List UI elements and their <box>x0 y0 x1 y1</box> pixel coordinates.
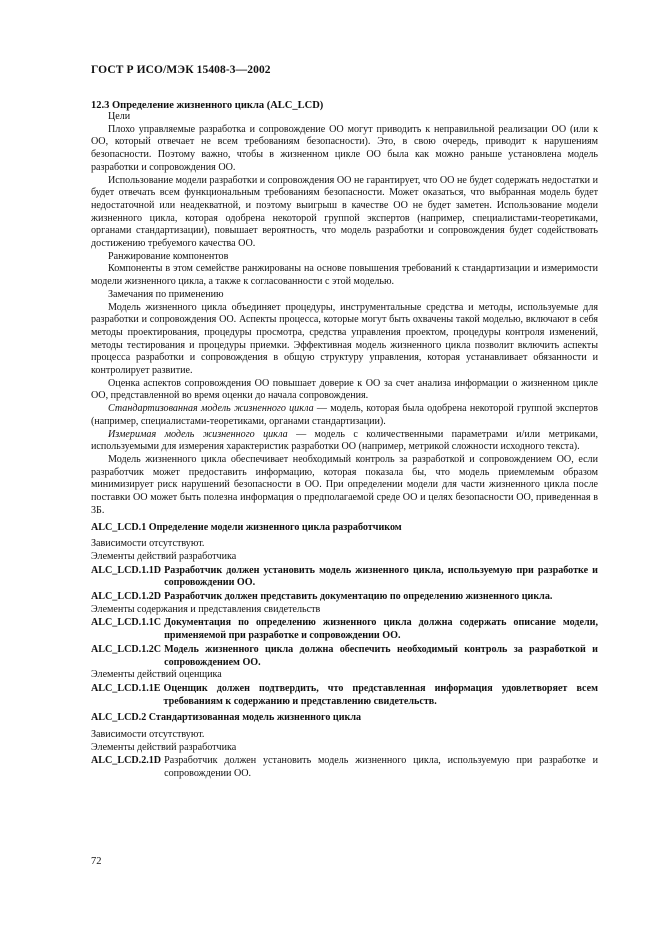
ranking-paragraph: Компоненты в этом семействе ранжированы на основе повышения требований к стандартизации и измеримости модели жизненного цикла, а также к согласованности с этой моделью. <box>91 263 598 288</box>
goals-paragraph-1: Плохо управляемые разработка и сопровождение ОО могут приводить к неправильной реализации ОО (или к ОО, который отвечает не всем требованиям безопасности). Это, в свою очередь, приводит к нарушениям безопасности. Поэтому важно, чтобы в жизненном цикле ОО была как можно раньше установлена модель разработки и сопровождения ОО. <box>91 123 598 173</box>
requirement-text: Документация по определению жизненного цикла должна содержать описание модели, применяемой при разработке и сопровождении ОО. <box>164 617 598 642</box>
goals-paragraph-2: Использование модели разработки и сопровождения ОО не гарантирует, что ОО не будет содержать недостатки и будет отвечать всем функциональным требованиям безопасности. Может оказаться, что выбранная модель будет недостаточной или неадекватной, и поэтому выигрыш в качестве ОО не будет заметен. Использование модели жизненного цикла, которая одобрена некоторой группой экспертов (например, специалистами-теоретиками, органами стандартизации), повышает вероятность, что модель разработки и сопровождения будет содействовать достижению требуемого качества ОО. <box>91 174 598 250</box>
definition-text: — модель с количественными параметрами и/или метриками, используемыми для измерения характеристик разработки ОО (например, метрикой сложности исходного текста). <box>91 428 598 453</box>
requirement-code: ALC_LCD.1.1E <box>91 682 161 694</box>
section-title: 12.3 Определение жизненного цикла (ALC_LCD) <box>91 100 324 111</box>
requirement-row <box>91 617 598 642</box>
document-header: ГОСТ Р ИСО/МЭК 15408-3—2002 <box>91 64 271 76</box>
goals-label: Цели <box>108 111 131 122</box>
ranking-label: Ранжирование компонентов <box>108 250 229 262</box>
definition-measurable <box>91 429 598 454</box>
requirement-text: Разработчик должен установить модель жизненного цикла, используемую при разработке и сопровождении ОО. <box>164 564 598 589</box>
notes-paragraph-1: Модель жизненного цикла объединяет процедуры, инструментальные средства и методы, используемые для разработки и сопровождения ОО. Аспекты процесса, которые могут быть охвачены такой моделью, включают в себя методы проектирования, процедуры просмотра, средства управления проектом, процедуры контроля изменений, методы тестирования и процедуры приемки. Эффективная модель жизненного цикла позволит включить аспекты процесса разработки и сопровождения в общую структуру управления, которая устанавливает обязанности и контролирует развитие. <box>91 301 598 377</box>
requirement-code: ALC_LCD.2.1D <box>91 755 162 767</box>
page-number: 72 <box>91 856 102 867</box>
component-1-evaluator-label: Элементы действий оценщика <box>91 669 222 681</box>
notes-paragraph-2: Оценка аспектов сопровождения ОО повышает доверие к ОО за счет анализа информации о жизненном цикле ОО, представленной во время оценки до начала сопровождения. <box>91 377 598 402</box>
requirement-code: ALC_LCD.1.1D <box>91 564 162 576</box>
definition-term: Измеримая модель жизненного цикла <box>108 428 288 440</box>
component-1-title: ALC_LCD.1 Определение модели жизненного цикла разработчиком <box>91 521 402 533</box>
requirement-code: ALC_LCD.1.1C <box>91 617 162 629</box>
requirement-text: Разработчик должен представить документацию по определению жизненного цикла. <box>164 591 553 603</box>
component-2-developer-label: Элементы действий разработчика <box>91 741 237 753</box>
requirement-row <box>91 683 598 708</box>
requirement-text: Разработчик должен установить модель жизненного цикла, используемую при разработке и сопровождении ОО. <box>164 755 598 780</box>
definition-term: Стандартизованная модель жизненного цикла <box>108 403 314 415</box>
definition-text: — модель, которая была одобрена некоторой группой экспертов (например, специалистами-теоретиками, органами стандартизации). <box>91 403 598 427</box>
requirement-text: Модель жизненного цикла должна обеспечить необходимый контроль за разработкой и сопровождением ОО. <box>164 643 598 668</box>
requirement-row <box>91 565 598 590</box>
requirement-row <box>91 755 598 780</box>
notes-paragraph-3: Модель жизненного цикла обеспечивает необходимый контроль за разработкой и сопровождением ОО, если разработчик может предоставить информацию, которая показала бы, что модель приемлемым образом минимизирует риск нарушений безопасности в ОО. При определении модели для части жизненного цикла после поставки ОО может быть полезна информация о предполагаемой среде ОО и целях безопасности ОО, приведенная в 3Б. <box>91 453 598 516</box>
requirement-text: Оценщик должен подтвердить, что представленная информация удовлетворяет всем требованиям к содержанию и представлению свидетельств. <box>163 682 598 707</box>
component-2-dependencies: Зависимости отсутствуют. <box>91 729 205 741</box>
component-2-title: ALC_LCD.2 Стандартизованная модель жизненного цикла <box>91 712 362 724</box>
requirement-row <box>91 591 598 604</box>
notes-label: Замечания по применению <box>108 288 224 300</box>
requirement-code: ALC_LCD.1.2D <box>91 591 162 603</box>
component-1-developer-label: Элементы действий разработчика <box>91 550 237 562</box>
component-1-dependencies: Зависимости отсутствуют. <box>91 538 205 550</box>
document-page <box>91 64 598 781</box>
requirement-code: ALC_LCD.1.2C <box>91 643 162 655</box>
definition-standardized <box>91 403 598 428</box>
component-1-content-label: Элементы содержания и представления свидетельств <box>91 603 321 615</box>
requirement-row <box>91 644 598 669</box>
